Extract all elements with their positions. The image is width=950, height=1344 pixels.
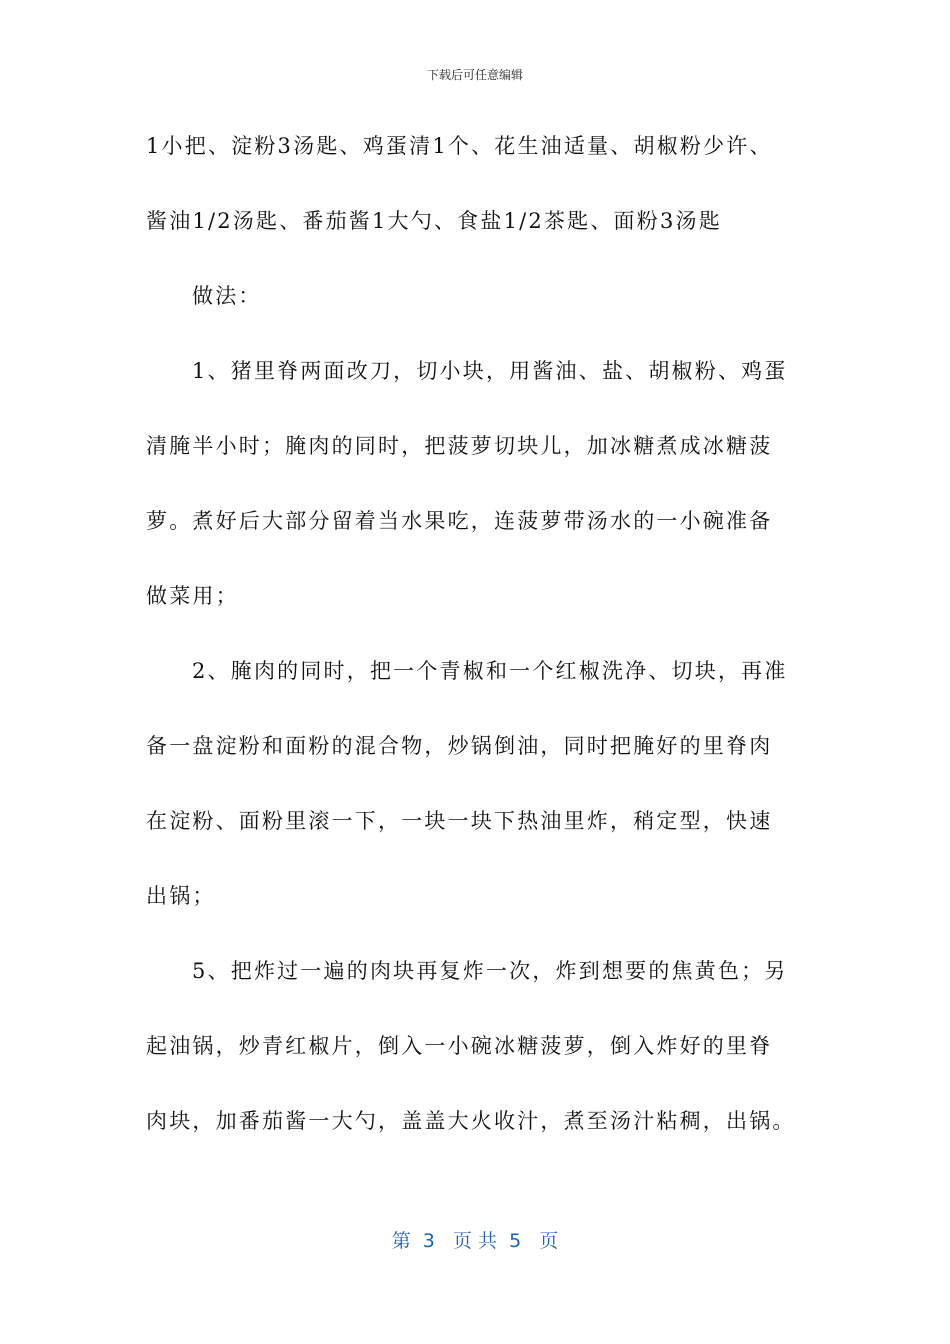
text-line: 酱油1/2汤匙、番茄酱1大勺、食盐1/2茶匙、面粉3汤匙 (146, 209, 722, 233)
text-line: 萝。煮好后大部分留着当水果吃，连菠萝带汤水的一小碗准备 (146, 509, 773, 533)
text-line: 清腌半小时；腌肉的同时，把菠萝切块儿，加冰糖煮成冰糖菠 (146, 434, 773, 458)
text-line: 起油锅，炒青红椒片，倒入一小碗冰糖菠萝，倒入炸好的里脊 (146, 1034, 773, 1058)
text-line: 做菜用； (146, 584, 239, 608)
text-line: 肉块，加番茄酱一大勺，盖盖大火收汁，煮至汤汁粘稠，出锅。 (146, 1109, 796, 1133)
text-line: 1、猪里脊两面改刀，切小块，用酱油、盐、胡椒粉、鸡蛋 (192, 359, 788, 383)
text-line: 1小把、淀粉3汤匙、鸡蛋清1个、花生油适量、胡椒粉少许、 (146, 134, 773, 158)
text-line: 在淀粉、面粉里滚一下，一块一块下热油里炸，稍定型，快速 (146, 809, 773, 833)
text-line: 2、腌肉的同时，把一个青椒和一个红椒洗净、切块，再准 (192, 659, 788, 683)
page-number: 第 3 页 共 5 页 (391, 1230, 559, 1252)
text-line: 5、把炸过一遍的肉块再复炸一次，炸到想要的焦黄色；另 (192, 959, 788, 983)
text-line: 备一盘淀粉和面粉的混合物，炒锅倒油，同时把腌好的里脊肉 (146, 734, 773, 758)
section-heading: 做法： (192, 284, 262, 308)
text-line: 出锅； (146, 884, 216, 908)
page-header: 下载后可任意编辑 (426, 68, 523, 82)
